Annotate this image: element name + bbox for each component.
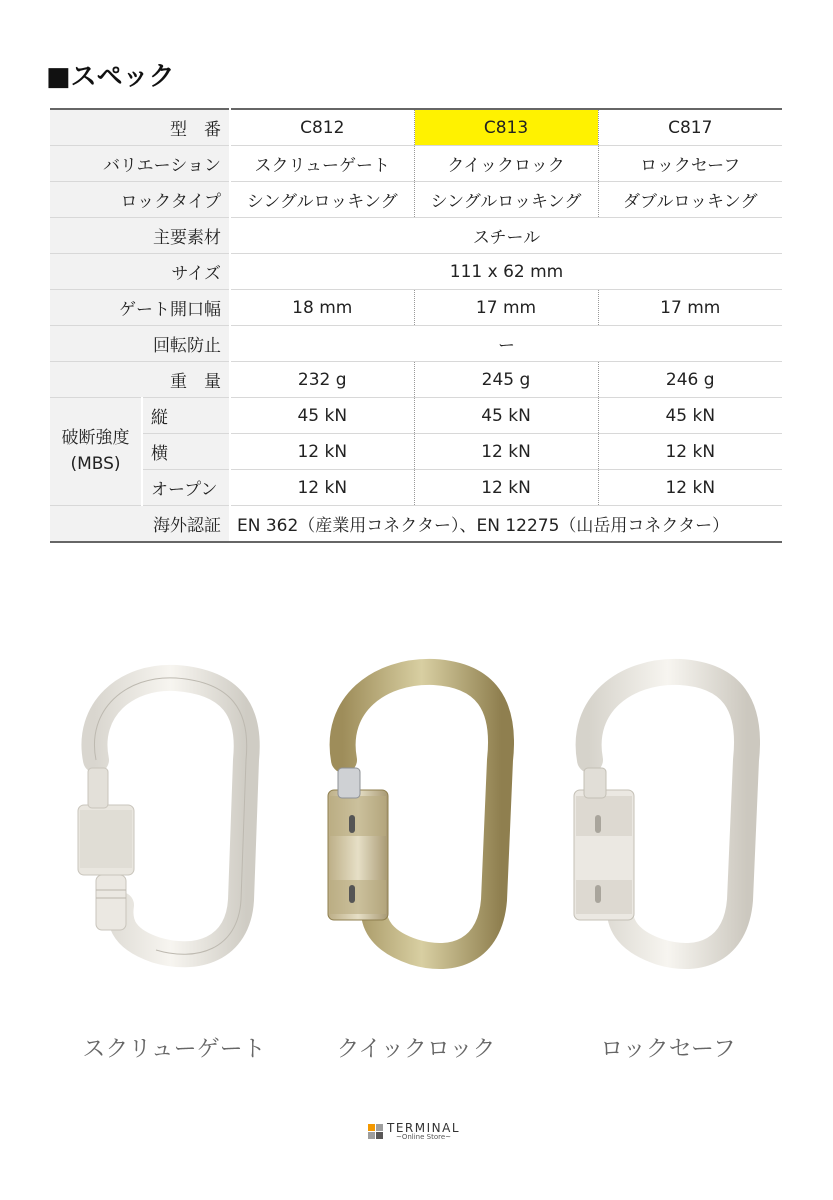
row-cert bbox=[50, 506, 782, 543]
strength-label-1: 破断強度 bbox=[61, 428, 130, 448]
cert-value: EN 362（産業用コネクター）、EN 12275（山岳用コネクター） bbox=[230, 506, 782, 543]
label-strength-group bbox=[50, 398, 142, 506]
model-c817: C817 bbox=[598, 109, 782, 146]
label-open: オープン bbox=[142, 470, 230, 506]
label-weight: 重 量 bbox=[50, 362, 230, 398]
antirotation-value: ー bbox=[230, 326, 782, 362]
row-model bbox=[50, 109, 782, 146]
label-size: サイズ bbox=[50, 254, 230, 290]
weight-c2: 245 g bbox=[414, 362, 598, 398]
label-locktype: ロックタイプ bbox=[50, 182, 230, 218]
row-antirotation bbox=[50, 326, 782, 362]
carabiner-gold-quicklock-icon bbox=[314, 650, 514, 980]
gate-c1: 18 mm bbox=[230, 290, 414, 326]
label-antirotation: 回転防止 bbox=[50, 326, 230, 362]
footer-logo bbox=[368, 1118, 460, 1144]
material-value: スチール bbox=[230, 218, 782, 254]
strength-label-2: (MBS) bbox=[70, 453, 121, 474]
variation-c3: ロックセーフ bbox=[598, 146, 782, 182]
label-variation: バリエーション bbox=[50, 146, 230, 182]
size-value: 111 x 62 mm bbox=[230, 254, 782, 290]
caption-quicklock: クイックロック bbox=[336, 1036, 496, 1062]
row-material bbox=[50, 218, 782, 254]
open-c1: 12 kN bbox=[230, 470, 414, 506]
row-strength-major bbox=[50, 398, 782, 434]
open-c2: 12 kN bbox=[414, 470, 598, 506]
major-c3: 45 kN bbox=[598, 398, 782, 434]
carabiner-silver-screwgate-icon bbox=[66, 650, 266, 980]
label-gate: ゲート開口幅 bbox=[50, 290, 230, 326]
major-c1: 45 kN bbox=[230, 398, 414, 434]
open-c3: 12 kN bbox=[598, 470, 782, 506]
label-model: 型 番 bbox=[50, 109, 230, 146]
locktype-c3: ダブルロッキング bbox=[598, 182, 782, 218]
label-major: 縦 bbox=[142, 398, 230, 434]
row-locktype bbox=[50, 182, 782, 218]
row-strength-minor bbox=[50, 434, 782, 470]
row-weight bbox=[50, 362, 782, 398]
weight-c1: 232 g bbox=[230, 362, 414, 398]
product-photos bbox=[0, 650, 833, 990]
logo-brand: TERMINAL bbox=[387, 1120, 461, 1135]
locktype-c2: シングルロッキング bbox=[414, 182, 598, 218]
label-minor: 横 bbox=[142, 434, 230, 470]
major-c2: 45 kN bbox=[414, 398, 598, 434]
model-c812: C812 bbox=[230, 109, 414, 146]
terminal-logo-icon bbox=[368, 1124, 383, 1139]
section-title bbox=[46, 56, 175, 92]
gate-c3: 17 mm bbox=[598, 290, 782, 326]
minor-c1: 12 kN bbox=[230, 434, 414, 470]
caption-locksafe: ロックセーフ bbox=[600, 1036, 736, 1062]
logo-sub: ~Online Store~ bbox=[395, 1132, 452, 1141]
carabiner-silver-locksafe-icon bbox=[560, 650, 760, 980]
locktype-c1: シングルロッキング bbox=[230, 182, 414, 218]
gate-c2: 17 mm bbox=[414, 290, 598, 326]
row-size bbox=[50, 254, 782, 290]
spec-title-text: ■スペック bbox=[46, 61, 175, 92]
row-variation bbox=[50, 146, 782, 182]
row-strength-open bbox=[50, 470, 782, 506]
variation-c1: スクリューゲート bbox=[230, 146, 414, 182]
weight-c3: 246 g bbox=[598, 362, 782, 398]
minor-c3: 12 kN bbox=[598, 434, 782, 470]
minor-c2: 12 kN bbox=[414, 434, 598, 470]
variation-c2: クイックロック bbox=[414, 146, 598, 182]
caption-screwgate: スクリューゲート bbox=[82, 1036, 266, 1062]
model-c813: C813 bbox=[414, 109, 598, 146]
label-cert: 海外認証 bbox=[50, 506, 230, 543]
row-gate bbox=[50, 290, 782, 326]
label-material: 主要素材 bbox=[50, 218, 230, 254]
spec-table bbox=[50, 108, 782, 543]
